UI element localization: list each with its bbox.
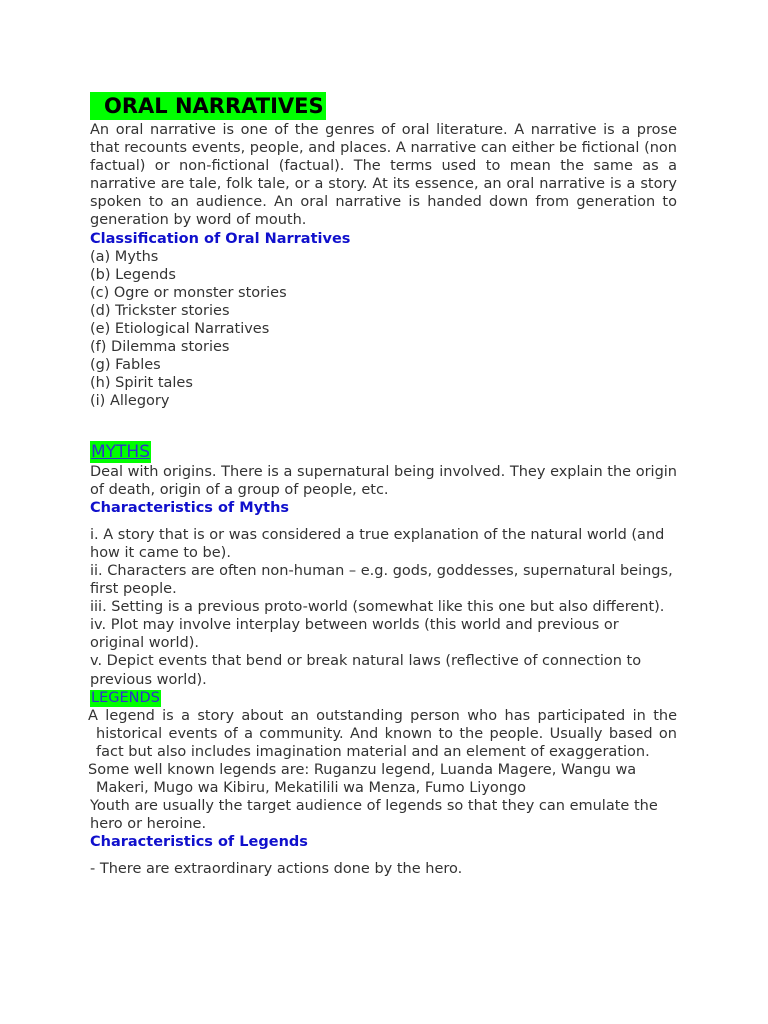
classification-heading: Classification of Oral Narratives (90, 230, 351, 247)
list-item: (h) Spirit tales (90, 375, 193, 392)
list-item: v. Depict events that bend or break natural laws (reflective of connection to previous world). (90, 653, 642, 688)
list-item: iv. Plot may involve interplay between worlds (this world and previous or original world). (90, 617, 619, 652)
list-item: (d) Trickster stories (90, 302, 230, 319)
list-item: - There are extraordinary actions done by the hero. (90, 861, 463, 878)
legends-characteristics-list (90, 860, 677, 878)
list-item: (f) Dilemma stories (90, 339, 230, 356)
list-item: (e) Etiological Narratives (90, 321, 270, 338)
myths-characteristics-heading: Characteristics of Myths (90, 499, 290, 516)
myths-characteristics-list (90, 526, 677, 689)
legends-heading: LEGENDS (91, 689, 160, 706)
list-item: (i) Allegory (90, 393, 170, 410)
spacer (90, 517, 677, 526)
intro-paragraph: An oral narrative is one of the genres of oral literature. A narrative is a prose that recounts events, people, and places. A narrative can either be fictional (non factual) or non-fictional (factual). The terms used to mean the same as a narrative are tale, folk tale, or a story. At its essence, an oral narrative is a story spoken to an audience. An oral narrative is handed down from generation to generation by word of mouth. (90, 122, 677, 229)
legends-examples: Some well known legends are: Ruganzu legend, Luanda Magere, Wangu wa Makeri, Mugo wa Kibiru, Mekatilili wa Menza, Fumo Liyongo (88, 762, 637, 797)
spacer (90, 851, 677, 860)
list-item: iii. Setting is a previous proto-world (somewhat like this one but also different). (90, 599, 665, 616)
legends-characteristics-heading: Characteristics of Legends (90, 834, 308, 851)
legends-audience: Youth are usually the target audience of legends so that they can emulate the hero or heroine. (90, 798, 658, 833)
list-item: ii. Characters are often non-human – e.g. gods, goddesses, supernatural beings, first people. (90, 562, 673, 598)
myths-heading: MYTHS (91, 441, 151, 462)
list-item: i. A story that is or was considered a true explanation of the natural world (and how it came to be). (90, 526, 665, 561)
section-spacer (90, 411, 677, 441)
list-item: (g) Fables (90, 357, 161, 374)
list-item: (c) Ogre or monster stories (90, 284, 287, 301)
document-body (90, 92, 677, 879)
page-title: ORAL NARRATIVES (90, 92, 326, 120)
list-item: (a) Myths (90, 248, 159, 265)
myths-description: Deal with origins. There is a supernatural being involved. They explain the origin of death, origin of a group of people, etc. (90, 463, 677, 498)
list-item: (b) Legends (90, 266, 176, 283)
classification-list (90, 248, 677, 411)
legends-definition: A legend is a story about an outstanding person who has participated in the historical events of a community. And known to the people. Usually based on fact but also includes imagination material and an element of exaggeration. (88, 707, 677, 760)
